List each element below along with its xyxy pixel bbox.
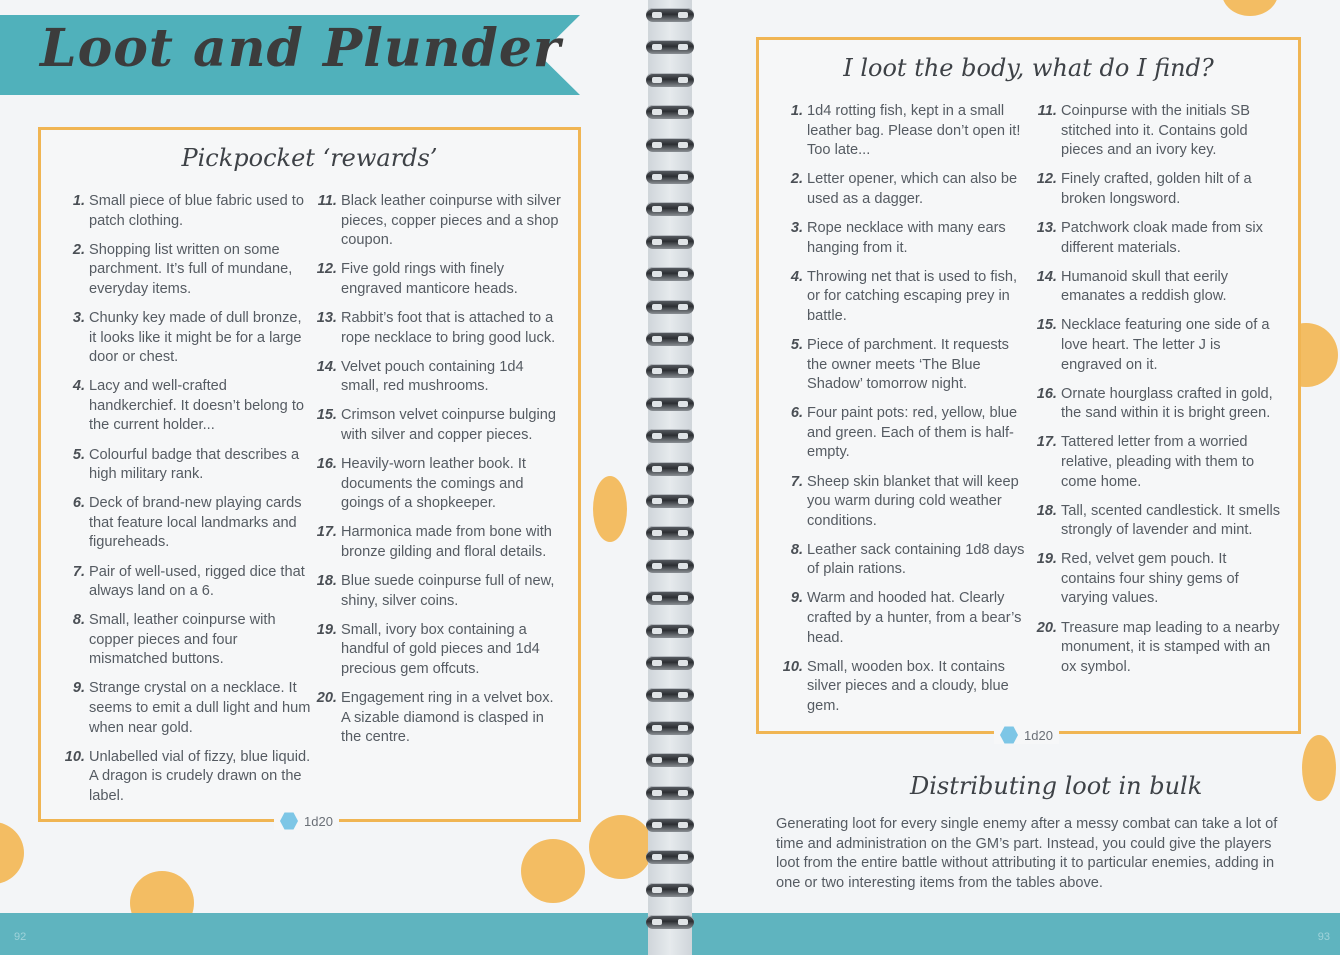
list-item [316,406,563,445]
list-item [316,455,563,514]
item-text: Throwing net that is used to fish, or for catching escaping prey in battle. [807,268,1018,324]
item-number: 5. [790,336,803,353]
item-number: 3. [790,219,803,236]
pickpocket-column-1 [64,192,311,816]
spiral-coil [646,235,694,249]
list-item [789,170,1029,209]
spiral-coil [646,138,694,152]
item-number: 6. [72,495,85,512]
item-text: Humanoid skull that eerily emanates a reddish glow. [1061,268,1229,305]
decor-dot [589,815,648,879]
list-item [782,658,1029,717]
item-text: Rabbit’s foot that is attached to a rope necklace to bring good luck. [341,309,556,346]
item-text: Harmonica made from bone with bronze gilding and floral details. [341,524,552,560]
item-text: Ornate hourglass crafted in gold, the sand within it is bright green. [1061,385,1273,422]
page-title: Loot and Plunder [40,18,562,79]
item-text: Lacy and well-crafted handkerchief. It doesn’t belong to the current holder... [89,378,305,434]
list-item [316,523,563,562]
item-number: 19. [1036,551,1057,568]
list-item [1036,502,1283,541]
item-text: Necklace featuring one side of a love heart. The letter J is engraved on it. [1061,317,1270,373]
list-item [1036,550,1283,609]
spiral-coil [646,267,694,281]
spiral-binding [648,0,692,955]
item-text: Rope necklace with many ears hanging from it. [807,219,1006,256]
list-item [789,404,1029,463]
list-item [1036,385,1283,424]
item-number: 7. [790,473,803,490]
distributing-title: Distributing loot in bulk [910,772,1203,800]
list-item [71,611,311,670]
item-number: 4. [72,378,85,395]
item-number: 1. [72,193,85,209]
item-text: Colourful badge that describes a high military rank. [89,446,300,483]
pickpocket-dice-tag [274,812,339,830]
item-number: 17. [1036,434,1057,451]
page-number: 93 [1317,931,1330,943]
list-item [71,192,311,231]
list-item [789,541,1029,580]
item-number: 18. [1036,502,1057,519]
d20-hex-icon [280,812,298,830]
spiral-coil [646,786,694,800]
list-item [1037,102,1283,161]
list-item [789,219,1029,258]
item-number: 14. [316,358,337,375]
item-text: Coinpurse with the initials SB stitched into it. Contains gold pieces and an ivory key. [1061,103,1250,159]
list-item [1036,619,1283,678]
spiral-coil [646,397,694,411]
footer-bar [692,913,1340,955]
item-text: Small, leather coinpurse with copper pieces and four mismatched buttons. [89,612,276,668]
item-text: Deck of brand-new playing cards that feature local landmarks and figureheads. [89,495,302,551]
item-number: 10. [64,748,85,765]
decor-dot [593,476,627,542]
list-item [789,268,1029,327]
list-item [317,192,563,251]
item-text: 1d4 rotting fish, kept in a small leather bag. Please don’t open it! Too late... [807,103,1021,159]
item-text: Engagement ring in a velvet box. A sizable diamond is clasped in the centre. [341,689,554,746]
item-text: Sheep skin blanket that will keep you warm during cold weather conditions. [807,473,1019,529]
list-item [71,446,311,485]
item-number: 8. [790,541,803,558]
item-text: Finely crafted, golden hilt of a broken longsword. [1061,171,1252,207]
loot-body-title: I loot the body, what do I find? [843,54,1214,82]
item-number: 14. [1036,268,1057,285]
pickpocket-table [38,127,581,822]
spiral-coil [646,850,694,864]
item-number: 3. [72,309,85,326]
item-number: 7. [72,563,85,580]
list-item [316,572,563,611]
item-number: 11. [317,193,337,209]
spiral-coil [646,8,694,22]
item-number: 17. [316,524,337,541]
spiral-coil [646,559,694,573]
item-text: Letter opener, which can also be used as a dagger. [807,171,1018,207]
spiral-coil [646,494,694,508]
list-item [1036,219,1283,258]
dice-label: 1d20 [1024,727,1053,743]
spiral-coil [646,753,694,767]
item-text: Shopping list written on some parchment. It’s full of mundane, everyday items. [89,241,293,297]
item-text: Small, wooden box. It contains silver pieces and a cloudy, blue gem. [807,658,1009,714]
item-number: 4. [790,268,803,285]
item-number: 20. [316,689,337,706]
loot-body-dice-tag [994,726,1059,744]
spiral-coil [646,364,694,378]
item-number: 1. [790,103,803,119]
item-number: 11. [1037,103,1057,119]
list-item [71,377,311,436]
list-item [789,102,1029,161]
list-item [64,748,311,807]
spiral-coil [646,332,694,346]
decor-dot [0,822,24,884]
spiral-coil [646,688,694,702]
d20-hex-icon [1000,726,1018,744]
dice-label: 1d20 [304,813,333,829]
item-number: 6. [790,405,803,422]
spiral-coil [646,40,694,54]
item-text: Crimson velvet coinpurse bulging with silver and copper pieces. [341,407,556,443]
list-item [316,309,563,348]
item-number: 16. [1036,385,1057,402]
list-item [316,358,563,397]
item-text: Black leather coinpurse with silver pieces, copper pieces and a shop coupon. [341,193,561,249]
spiral-coil [646,526,694,540]
list-item [1036,433,1283,492]
item-number: 16. [316,456,337,473]
item-text: Small, ivory box containing a handful of gold pieces and 1d4 precious gem offcuts. [341,621,540,677]
page-number: 92 [14,931,27,943]
item-number: 15. [1036,317,1057,334]
list-item [71,563,311,602]
spiral-coil [646,300,694,314]
list-item [71,241,311,300]
decor-dot [1302,735,1336,801]
item-number: 13. [1036,219,1057,236]
decor-dot [1222,0,1278,16]
spiral-coil [646,656,694,670]
list-item [1036,170,1283,209]
spiral-coil [646,883,694,897]
item-text: Leather sack containing 1d8 days of plain rations. [807,541,1025,578]
spiral-coil [646,429,694,443]
spiral-coil [646,170,694,184]
list-item [316,689,563,748]
list-item [1036,268,1283,307]
item-number: 12. [1036,171,1057,188]
item-text: Pair of well-used, rigged dice that always land on a 6. [89,563,305,600]
list-item [71,494,311,553]
list-item [789,589,1029,648]
list-item [71,679,311,738]
list-item [789,336,1029,395]
item-text: Piece of parchment. It requests the owner meets ‘The Blue Shadow’ tomorrow night. [807,336,1009,393]
spiral-coil [646,624,694,638]
item-text: Chunky key made of dull bronze, it looks like it might be for a large door or chest. [89,309,302,366]
item-number: 2. [790,171,803,188]
item-text: Warm and hooded hat. Clearly crafted by a hunter, from a bear’s head. [807,590,1022,646]
decor-dot [521,839,585,903]
spiral-coil [646,202,694,216]
pickpocket-title: Pickpocket ‘rewards’ [181,144,438,172]
pickpocket-column-2 [316,192,563,757]
item-number: 9. [72,680,85,697]
left-page [0,0,648,955]
item-text: Blue suede coinpurse full of new, shiny, silver coins. [341,573,555,609]
list-item [316,260,563,299]
loot-body-column-2 [1036,102,1283,687]
item-text: Red, velvet gem pouch. It contains four shiny gems of varying values. [1061,551,1239,607]
item-text: Five gold rings with finely engraved manticore heads. [341,261,518,297]
spiral-coil [646,105,694,119]
spiral-coil [646,73,694,87]
item-text: Velvet pouch containing 1d4 small, red mushrooms. [341,358,524,395]
loot-body-column-1 [782,102,1029,726]
item-number: 20. [1036,619,1057,636]
item-number: 2. [72,241,85,258]
loot-body-table [756,37,1301,734]
item-text: Patchwork cloak made from six different materials. [1061,219,1263,256]
spiral-coil [646,462,694,476]
item-number: 13. [316,309,337,326]
distributing-text: Generating loot for every single enemy after a messy combat can take a lot of time and administration on the GM’s part. Instead, you could give the players loot from the entire battle without attributing it to particular enemies, adding in one or two interesting items from the tables above. [776,816,1278,891]
list-item [1036,316,1283,375]
item-text: Tattered letter from a worried relative, pleading with them to come home. [1061,434,1255,490]
list-item [71,309,311,368]
spiral-coil [646,721,694,735]
footer-bar [0,913,648,955]
item-number: 5. [72,446,85,463]
list-item [316,621,563,680]
item-number: 18. [316,573,337,589]
item-text: Strange crystal on a necklace. It seems to emit a dull light and hum when near gold. [89,680,311,736]
item-number: 8. [72,612,85,629]
item-text: Small piece of blue fabric used to patch clothing. [89,193,304,229]
item-number: 15. [316,407,337,424]
item-text: Tall, scented candlestick. It smells strongly of lavender and mint. [1061,502,1280,539]
spiral-coil [646,915,694,929]
item-number: 9. [790,590,803,607]
item-text: Unlabelled vial of fizzy, blue liquid. A dragon is crudely drawn on the label. [89,748,311,804]
item-number: 10. [782,658,803,675]
spiral-coil [646,591,694,605]
item-text: Heavily-worn leather book. It documents the comings and goings of a shopkeeper. [341,456,526,512]
item-text: Four paint pots: red, yellow, blue and green. Each of them is half-empty. [807,405,1018,461]
item-text: Treasure map leading to a nearby monument, it is stamped with an ox symbol. [1061,619,1280,675]
list-item [789,473,1029,532]
item-number: 19. [316,621,337,638]
item-number: 12. [316,261,337,278]
spiral-coil [646,818,694,832]
